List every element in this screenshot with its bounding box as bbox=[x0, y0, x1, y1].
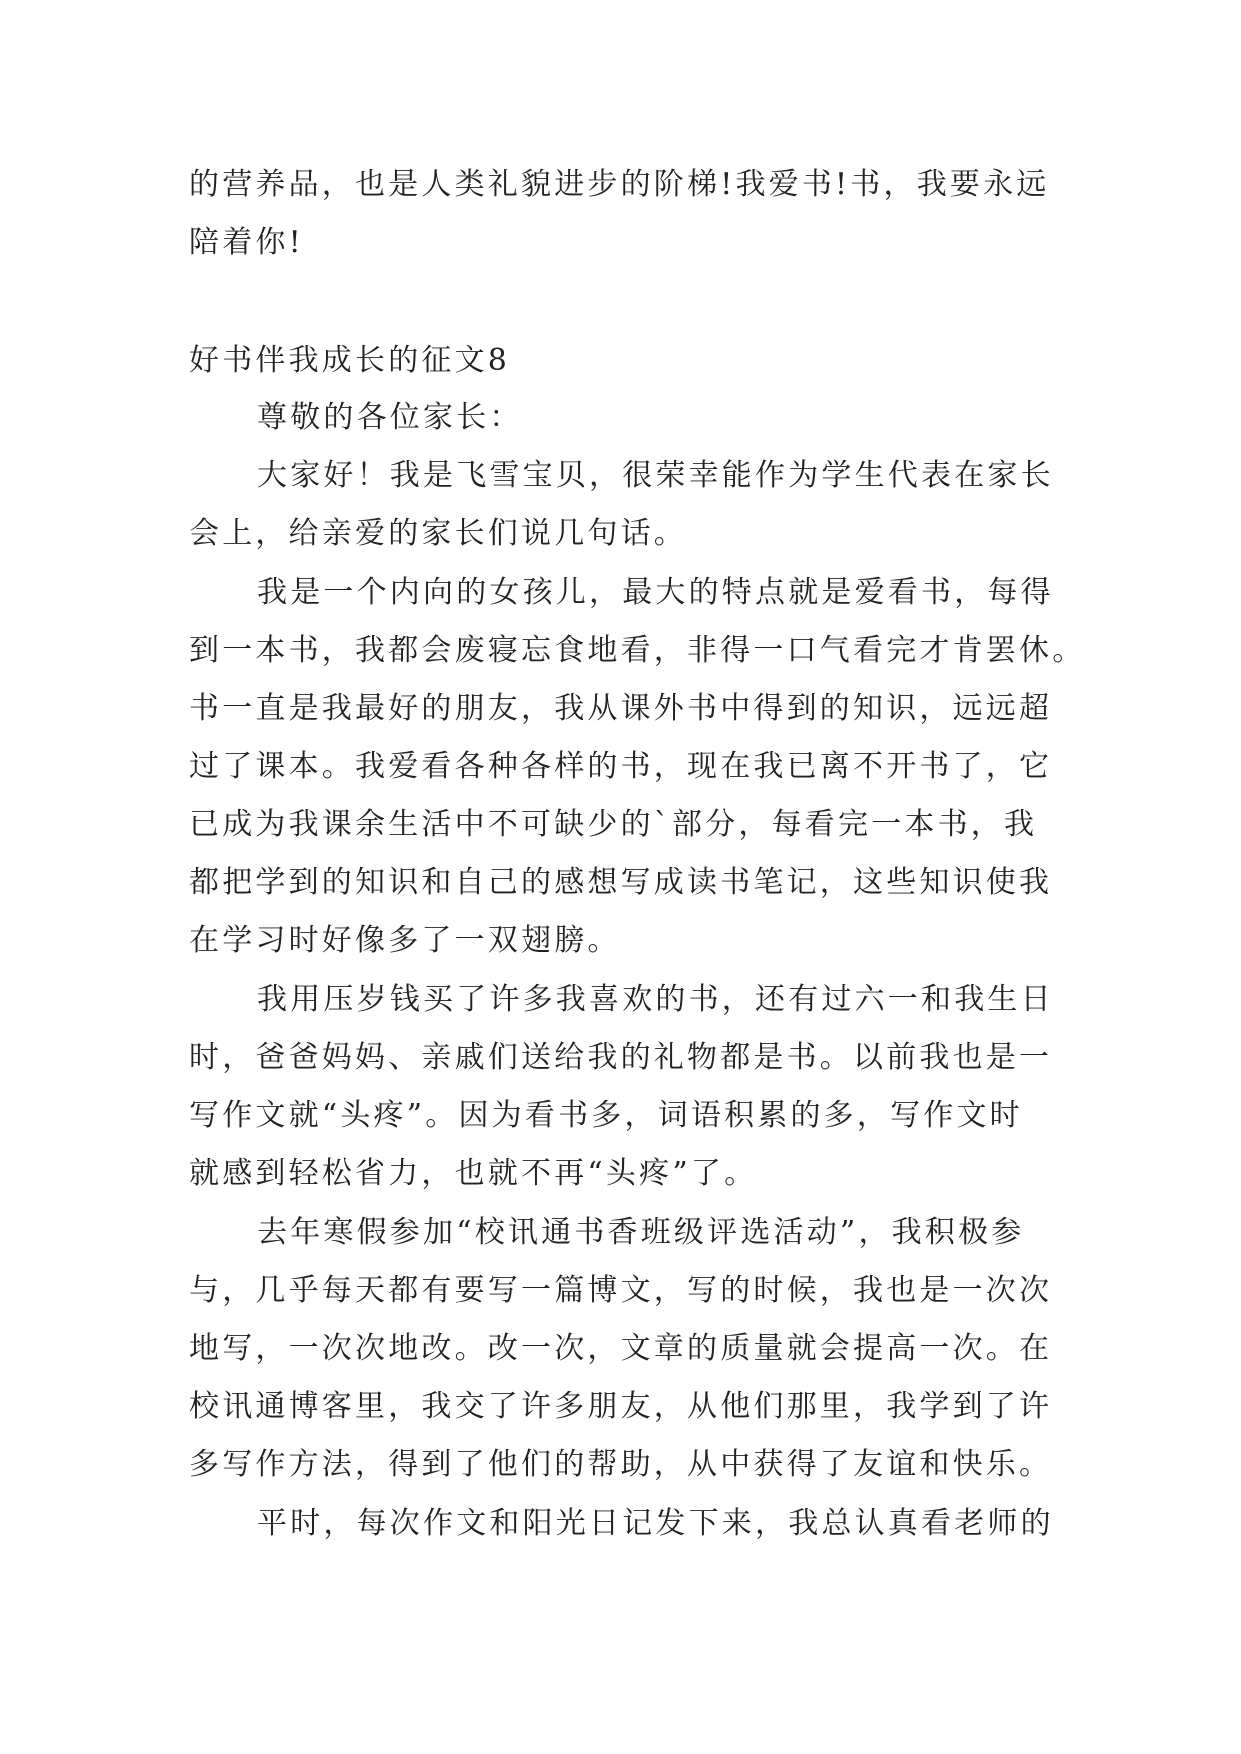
text-line: 时，爸爸妈妈、亲戚们送给我的礼物都是书。以前我也是一 bbox=[189, 1040, 1053, 1075]
text-line: 已成为我课余生活中不可缺少的`部分，每看完一本书，我 bbox=[189, 807, 1038, 842]
text-line: 大家好！我是飞雪宝贝，很荣幸能作为学生代表在家长 bbox=[257, 458, 1054, 493]
text-line: 书一直是我最好的朋友，我从课外书中得到的知识，远远超 bbox=[189, 691, 1053, 726]
text-line: 到一本书，我都会废寝忘食地看，非得一口气看完才肯罢休。 bbox=[189, 633, 1086, 668]
section-title: 好书伴我成长的征文8 bbox=[189, 343, 511, 378]
text-line: 陪着你! bbox=[189, 225, 304, 260]
text-line: 多写作方法，得到了他们的帮助，从中获得了友谊和快乐。 bbox=[189, 1447, 1053, 1482]
text-line: 会上，给亲爱的家长们说几句话。 bbox=[189, 516, 687, 551]
text-line: 过了课本。我爱看各种各样的书，现在我已离不开书了，它 bbox=[189, 749, 1053, 784]
text-line: 就感到轻松省力，也就不再“头疼”了。 bbox=[189, 1156, 758, 1191]
text-line: 平时，每次作文和阳光日记发下来，我总认真看老师的 bbox=[257, 1506, 1054, 1541]
text-line: 与，几乎每天都有要写一篇博文，写的时候，我也是一次次 bbox=[189, 1273, 1053, 1308]
text-line: 都把学到的知识和自己的感想写成读书笔记，这些知识使我 bbox=[189, 865, 1053, 900]
text-line: 在学习时好像多了一双翅膀。 bbox=[189, 923, 621, 958]
text-line: 校讯通博客里，我交了许多朋友，从他们那里，我学到了许 bbox=[189, 1389, 1053, 1424]
text-line: 去年寒假参加“校讯通书香班级评选活动”，我积极参 bbox=[257, 1215, 1025, 1250]
text-line: 写作文就“头疼”。因为看书多，词语积累的多，写作文时 bbox=[189, 1098, 1023, 1133]
text-line: 的营养品，也是人类礼貌进步的阶梯!我爱书!书，我要永远 bbox=[189, 167, 1050, 202]
salutation: 尊敬的各位家长： bbox=[257, 400, 523, 435]
text-line: 我是一个内向的女孩儿，最大的特点就是爱看书，每得 bbox=[257, 575, 1054, 610]
text-line: 我用压岁钱买了许多我喜欢的书，还有过六一和我生日 bbox=[257, 982, 1054, 1017]
text-line: 地写，一次次地改。改一次，文章的质量就会提高一次。在 bbox=[189, 1331, 1053, 1366]
